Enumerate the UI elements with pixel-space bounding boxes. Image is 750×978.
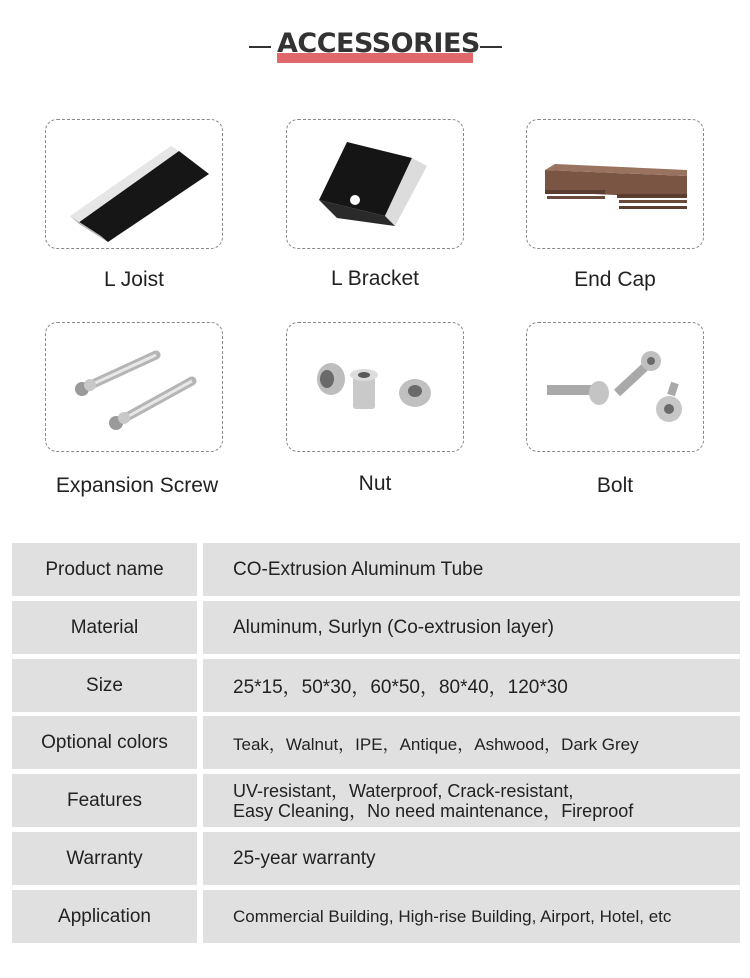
- spec-value: CO-Extrusion Aluminum Tube: [203, 543, 740, 596]
- accessory-card-l-bracket: [286, 119, 464, 249]
- accessory-label: L Bracket: [331, 267, 419, 290]
- spec-value: Aluminum, Surlyn (Co-extrusion layer): [203, 601, 740, 654]
- spec-value-line: Easy Cleaning，No need maintenance，Fireproof: [233, 800, 634, 821]
- spec-row-features: [12, 774, 740, 827]
- spec-row-material: [12, 601, 740, 654]
- accessory-label: Nut: [358, 472, 392, 495]
- spec-value-line: UV-resistant，Waterproof, Crack-resistant,: [233, 780, 574, 801]
- expansion-screw-icon: [46, 323, 224, 453]
- spec-value: 25-year warranty: [203, 832, 740, 885]
- spec-value: 25*15，50*30，60*50，80*40，120*30: [203, 659, 740, 712]
- spec-key: Material: [12, 601, 197, 654]
- spec-row-product-name: [12, 543, 740, 596]
- accessory-card-nut: [286, 322, 464, 452]
- accessory-card-expansion-screw: [45, 322, 223, 452]
- spec-key: Application: [12, 890, 197, 943]
- accessory-label: Bolt: [596, 474, 634, 497]
- l-bracket-icon: [287, 120, 465, 250]
- section-heading: [0, 26, 750, 66]
- accessory-label: L Joist: [104, 268, 164, 291]
- spec-value: Commercial Building, High-rise Building, Airport, Hotel, etc: [203, 890, 740, 943]
- l-joist-icon: [46, 120, 224, 250]
- page-title: ACCESSORIES: [277, 28, 480, 59]
- heading-dash-right: [480, 46, 502, 48]
- spec-row-optional-colors: [12, 716, 740, 769]
- spec-row-application: [12, 890, 740, 943]
- accessory-label: End Cap: [574, 268, 656, 291]
- accessory-card-l-joist: [45, 119, 223, 249]
- accessory-card-end-cap: [526, 119, 704, 249]
- spec-value: [203, 774, 740, 827]
- spec-row-size: [12, 659, 740, 712]
- bolt-icon: [527, 323, 705, 453]
- spec-key: Warranty: [12, 832, 197, 885]
- spec-key: Size: [12, 659, 197, 712]
- spec-key: Product name: [12, 543, 197, 596]
- accessory-card-bolt: [526, 322, 704, 452]
- spec-key: Optional colors: [12, 716, 197, 769]
- spec-value: Teak，Walnut，IPE，Antique，Ashwood，Dark Grey: [203, 716, 740, 769]
- accessory-label: Expansion Screw: [55, 474, 219, 497]
- spec-row-warranty: [12, 832, 740, 885]
- heading-dash-left: [249, 46, 271, 48]
- spec-key: Features: [12, 774, 197, 827]
- nut-icon: [287, 323, 465, 453]
- end-cap-icon: [527, 120, 705, 250]
